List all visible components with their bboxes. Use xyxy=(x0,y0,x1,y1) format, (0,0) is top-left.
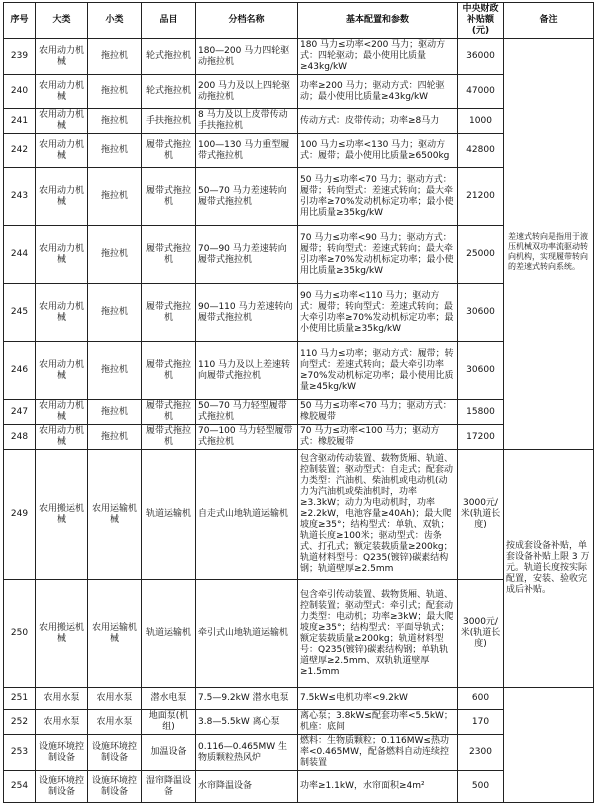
cell-subcategory: 农用水泵 xyxy=(88,710,142,735)
cell-item: 潜水电泵 xyxy=(142,688,196,710)
cell-subcategory: 拖拉机 xyxy=(88,226,142,284)
table-row xyxy=(4,450,594,580)
cell-config: 离心泵；3.8kW≤配套功率<5.5kW；机座：底间 xyxy=(298,710,458,735)
cell-item: 轮式拖拉机 xyxy=(142,39,196,75)
cell-config: 70 马力≤功率<100 马力；驱动方式：橡胶履带 xyxy=(298,425,458,450)
cell-item: 履带式拖拉机 xyxy=(142,134,196,168)
cell-item: 地面泵(机组) xyxy=(142,710,196,735)
cell-seq: 244 xyxy=(4,226,36,284)
cell-config: 180 马力≤功率<200 马力；驱动方式：四轮驱动；最小使用比质量≥43kg/kW xyxy=(298,39,458,75)
cell-subsidy: 1000 xyxy=(458,109,504,134)
cell-subsidy: 25000 xyxy=(458,226,504,284)
cell-config: 50 马力≤功率<70 马力；驱动方式：橡胶履带 xyxy=(298,400,458,425)
header-grade: 分档名称 xyxy=(196,3,298,39)
cell-seq: 242 xyxy=(4,134,36,168)
cell-config: 包含牵引传动装置、载物货厢、轨道、控制装置；驱动型式：牵引式；配套动力类型：电动机；功率≥3kW；最大爬坡度≥35°；结构型式：平面导轨式；额定装载质量≥200kg；轨道材料型号：Q235(镀锌)碳素结构钢；单轨轨道壁厚≥2.5mm、双轨轨道壁厚≥1.5mm xyxy=(298,580,458,688)
cell-config: 100 马力≤功率<130 马力；驱动方式：履带；最小使用比质量≥6500kg xyxy=(298,134,458,168)
cell-config: 90 马力≤功率<110 马力；驱动方式：履带；转向型式：差速式转向；最大牵引功率≥70%发动机标定功率；最小使用比质量≥35kg/kW xyxy=(298,284,458,342)
cell-item: 轨道运输机 xyxy=(142,580,196,688)
cell-grade: 牵引式山地轨道运输机 xyxy=(196,580,298,688)
cell-grade: 110 马力及以上差速转向履带式拖拉机 xyxy=(196,342,298,400)
cell-subsidy: 600 xyxy=(458,688,504,710)
header-item: 品目 xyxy=(142,3,196,39)
cell-category: 农用动力机械 xyxy=(36,226,88,284)
cell-subsidy: 30600 xyxy=(458,284,504,342)
cell-item: 履带式拖拉机 xyxy=(142,284,196,342)
cell-seq: 239 xyxy=(4,39,36,75)
cell-seq: 243 xyxy=(4,168,36,226)
header-category: 大类 xyxy=(36,3,88,39)
cell-category: 农用动力机械 xyxy=(36,400,88,425)
cell-item: 轨道运输机 xyxy=(142,450,196,580)
cell-grade: 自走式山地轨道运输机 xyxy=(196,450,298,580)
cell-category: 农用动力机械 xyxy=(36,425,88,450)
header-subcategory: 小类 xyxy=(88,3,142,39)
cell-item: 履带式拖拉机 xyxy=(142,342,196,400)
cell-subsidy: 47000 xyxy=(458,75,504,109)
cell-category: 农用搬运机械 xyxy=(36,580,88,688)
cell-subcategory: 设施环境控制设备 xyxy=(88,735,142,771)
cell-config: 包含驱动传动装置、载物货厢、轨道、控制装置；驱动型式：自走式；配套动力类型：汽油机、柴油机或电动机(动力为汽油机或柴油机时，功率≥3.3kW；动力为电动机时，功率≥2.2kW，电池容量≥40Ah)；最大爬坡度≥35°；结构型式：单轨、双轨；轨道长度≥100米；驱动型式：齿条式、打孔式；额定装载质量≥200kg；轨道材料型号：Q235(镀锌)碳素结构钢；轨道壁厚≥2.5mm xyxy=(298,450,458,580)
cell-subcategory: 拖拉机 xyxy=(88,134,142,168)
header-remark: 备注 xyxy=(504,3,594,39)
cell-category: 农用动力机械 xyxy=(36,75,88,109)
cell-seq: 247 xyxy=(4,400,36,425)
remark-rail-subsidy: 按成套设备补贴，单套设备补贴上限 3 万元。轨道长度按实际配置，安装、验收完成后补贴。 xyxy=(504,450,594,688)
cell-config: 70 马力≤功率<90 马力；驱动方式：履带；转向型式：差速式转向；最大牵引功率≥70%发动机标定功率；最小使用比质量≥35kg/kW xyxy=(298,226,458,284)
cell-category: 农用水泵 xyxy=(36,710,88,735)
cell-subcategory: 设施环境控制设备 xyxy=(88,771,142,803)
cell-seq: 252 xyxy=(4,710,36,735)
cell-item: 加温设备 xyxy=(142,735,196,771)
cell-category: 农用动力机械 xyxy=(36,168,88,226)
cell-config: 燃料：生物质颗粒；0.116MW≤热功率<0.465MW，配备燃料自动连续控制装置 xyxy=(298,735,458,771)
table-row xyxy=(4,39,594,75)
header-seq: 序号 xyxy=(4,3,36,39)
cell-grade: 70—90 马力差速转向履带式拖拉机 xyxy=(196,226,298,284)
cell-config: 功率≥1.1kW，水帘面积≥4m² xyxy=(298,771,458,803)
cell-subcategory: 拖拉机 xyxy=(88,39,142,75)
cell-subcategory: 农用运输机械 xyxy=(88,580,142,688)
cell-subsidy: 17200 xyxy=(458,425,504,450)
cell-seq: 245 xyxy=(4,284,36,342)
cell-seq: 250 xyxy=(4,580,36,688)
cell-category: 设施环境控制设备 xyxy=(36,771,88,803)
cell-seq: 246 xyxy=(4,342,36,400)
cell-item: 履带式拖拉机 xyxy=(142,425,196,450)
cell-config: 110 马力≤功率；驱动方式：履带；转向型式：差速式转向；最大牵引功率≥70%发动机标定功率；最小使用比质量≥45kg/kW xyxy=(298,342,458,400)
cell-item: 湿帘降温设备 xyxy=(142,771,196,803)
cell-subcategory: 农用水泵 xyxy=(88,688,142,710)
cell-item: 履带式拖拉机 xyxy=(142,400,196,425)
cell-item: 履带式拖拉机 xyxy=(142,226,196,284)
cell-config: 50 马力≤功率<70 马力；驱动方式：履带；转向型式：差速式转向；最大牵引功率≥70%发动机标定功率；最小使用比质量≥35kg/kW xyxy=(298,168,458,226)
cell-subsidy: 3000元/米(轨道长度) xyxy=(458,580,504,688)
table-row xyxy=(4,688,594,710)
cell-config: 传动方式：皮带传动；功率≥8马力 xyxy=(298,109,458,134)
cell-subsidy: 3000元/米(轨道长度) xyxy=(458,450,504,580)
cell-category: 农用动力机械 xyxy=(36,134,88,168)
cell-grade: 200 马力及以上四轮驱动拖拉机 xyxy=(196,75,298,109)
remark-crawler-steering: 差速式转向是指用于液压机械双功率流驱动转向机构，实现履带转向的差速式转向系统。 xyxy=(508,232,588,271)
cell-grade: 0.116—0.465MW 生物质颗粒热风炉 xyxy=(196,735,298,771)
cell-category: 农用搬运机械 xyxy=(36,450,88,580)
cell-category: 农用动力机械 xyxy=(36,284,88,342)
cell-subcategory: 拖拉机 xyxy=(88,109,142,134)
header-row xyxy=(4,3,594,39)
cell-item: 履带式拖拉机 xyxy=(142,168,196,226)
cell-category: 农用水泵 xyxy=(36,688,88,710)
cell-seq: 254 xyxy=(4,771,36,803)
cell-grade: 180—200 马力四轮驱动拖拉机 xyxy=(196,39,298,75)
cell-subsidy: 36000 xyxy=(458,39,504,75)
cell-grade: 70—100 马力轻型履带式拖拉机 xyxy=(196,425,298,450)
cell-config: 7.5kW≤电机功率<9.2kW xyxy=(298,688,458,710)
cell-category: 农用动力机械 xyxy=(36,109,88,134)
cell-subsidy: 30600 xyxy=(458,342,504,400)
cell-grade: 3.8—5.5kW 离心泵 xyxy=(196,710,298,735)
cell-seq: 249 xyxy=(4,450,36,580)
cell-seq: 241 xyxy=(4,109,36,134)
cell-grade: 50—70 马力轻型履带式拖拉机 xyxy=(196,400,298,425)
cell-seq: 251 xyxy=(4,688,36,710)
cell-subsidy: 15800 xyxy=(458,400,504,425)
cell-seq: 240 xyxy=(4,75,36,109)
header-config: 基本配置和参数 xyxy=(298,3,458,39)
cell-item: 手扶拖拉机 xyxy=(142,109,196,134)
cell-seq: 253 xyxy=(4,735,36,771)
cell-subsidy: 2300 xyxy=(458,735,504,771)
cell-subsidy: 21200 xyxy=(458,168,504,226)
cell-category: 农用动力机械 xyxy=(36,342,88,400)
cell-grade: 8 马力及以上皮带传动手扶拖拉机 xyxy=(196,109,298,134)
remark-empty-block-bottom xyxy=(504,688,594,803)
cell-category: 农用动力机械 xyxy=(36,39,88,75)
cell-grade: 水帘降温设备 xyxy=(196,771,298,803)
cell-subsidy: 500 xyxy=(458,771,504,803)
cell-subcategory: 拖拉机 xyxy=(88,168,142,226)
cell-subcategory: 拖拉机 xyxy=(88,75,142,109)
subsidy-table xyxy=(3,2,594,803)
cell-subcategory: 拖拉机 xyxy=(88,425,142,450)
cell-subcategory: 拖拉机 xyxy=(88,400,142,425)
cell-grade: 7.5—9.2kW 潜水电泵 xyxy=(196,688,298,710)
cell-config: 功率≥200 马力；驱动方式：四轮驱动；最小使用比质量≥43kg/kW xyxy=(298,75,458,109)
cell-grade: 90—110 马力差速转向履带式拖拉机 xyxy=(196,284,298,342)
cell-subcategory: 拖拉机 xyxy=(88,284,142,342)
cell-seq: 248 xyxy=(4,425,36,450)
cell-subcategory: 农用运输机械 xyxy=(88,450,142,580)
cell-grade: 50—70 马力差速转向履带式拖拉机 xyxy=(196,168,298,226)
cell-subsidy: 42800 xyxy=(458,134,504,168)
cell-subsidy: 170 xyxy=(458,710,504,735)
cell-item: 轮式拖拉机 xyxy=(142,75,196,109)
header-subsidy: 中央财政补贴额(元) xyxy=(458,3,504,39)
cell-category: 设施环境控制设备 xyxy=(36,735,88,771)
cell-subcategory: 拖拉机 xyxy=(88,342,142,400)
cell-grade: 100—130 马力重型履带式拖拉机 xyxy=(196,134,298,168)
